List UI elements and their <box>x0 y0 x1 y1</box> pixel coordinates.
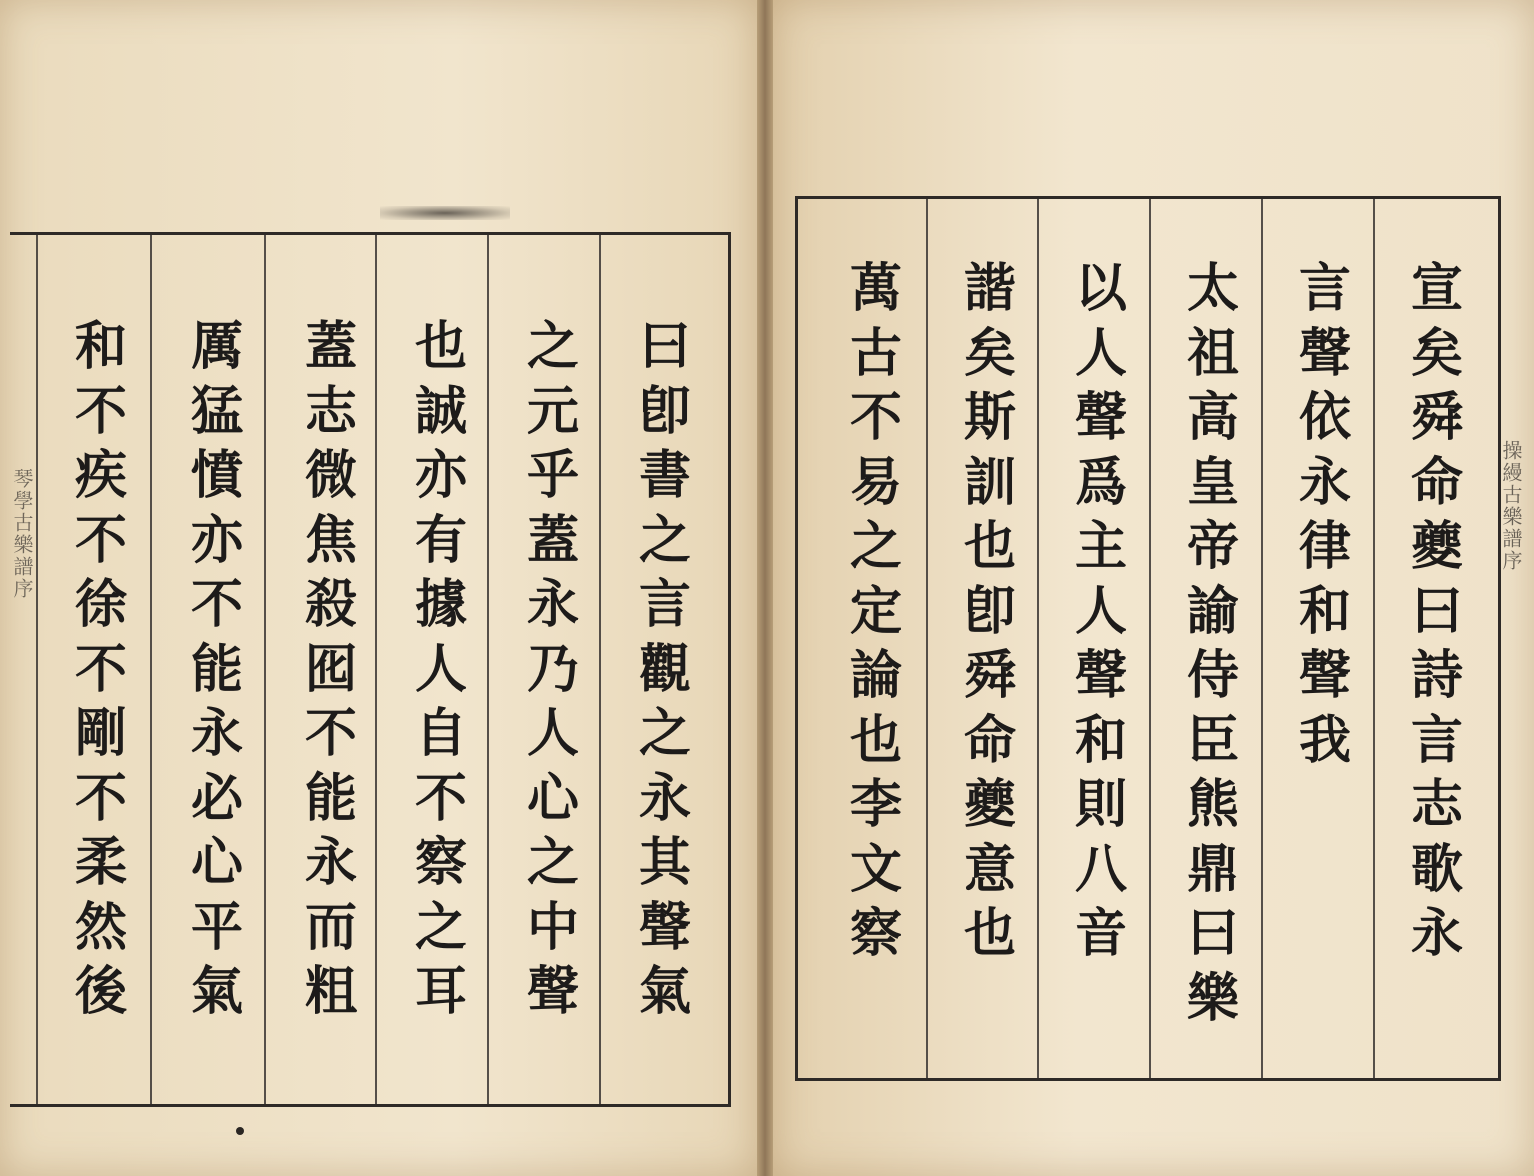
character: 徐 <box>74 574 127 635</box>
character: 志 <box>304 380 357 442</box>
character: 也 <box>849 709 902 771</box>
character: 人 <box>414 638 467 700</box>
character: 宣 <box>1410 258 1463 319</box>
character: 乎 <box>526 445 579 506</box>
character: 聲 <box>638 896 691 958</box>
text-column <box>162 235 272 1104</box>
character: 聲 <box>1298 645 1351 706</box>
character: 言 <box>1410 709 1463 771</box>
character: 觀 <box>638 638 691 700</box>
character: 主 <box>1074 516 1127 577</box>
character: 氣 <box>190 961 243 1022</box>
character: 平 <box>190 896 243 958</box>
character: 之 <box>638 703 691 764</box>
character: 易 <box>849 451 902 513</box>
character: 爲 <box>1074 451 1127 513</box>
character: 不 <box>74 509 127 571</box>
character: 不 <box>74 380 127 442</box>
character: 之 <box>526 832 579 893</box>
character: 樂 <box>1186 967 1239 1029</box>
character: 鼎 <box>1186 838 1239 900</box>
character: 之 <box>849 516 902 577</box>
character: 歌 <box>1410 838 1463 900</box>
character: 誠 <box>414 380 467 442</box>
text-column <box>46 235 156 1104</box>
character: 曰 <box>1186 903 1239 964</box>
character: 不 <box>304 703 357 764</box>
character: 焦 <box>304 509 357 571</box>
character: 不 <box>190 574 243 635</box>
character: 和 <box>1074 709 1127 771</box>
character: 律 <box>1298 516 1351 577</box>
text-column <box>820 199 932 1078</box>
character: 侍 <box>1186 645 1239 706</box>
character: 我 <box>1298 709 1351 771</box>
character: 察 <box>849 903 902 964</box>
margin-label: 琴學古樂譜序 <box>10 468 34 600</box>
character: 詩 <box>1410 645 1463 706</box>
character: 人 <box>1074 580 1127 642</box>
character: 永 <box>1410 903 1463 964</box>
character: 殺 <box>304 574 357 635</box>
character: 曰 <box>638 316 691 377</box>
margin-label: 操縵古樂譜序 <box>1499 440 1523 572</box>
character: 音 <box>1074 903 1127 964</box>
character: 舜 <box>1410 387 1463 448</box>
character: 自 <box>414 703 467 764</box>
character: 蓋 <box>304 316 357 377</box>
character: 萬 <box>849 258 902 319</box>
character: 也 <box>414 316 467 377</box>
character: 太 <box>1186 258 1239 319</box>
character: 言 <box>1298 258 1351 319</box>
character: 不 <box>74 767 127 829</box>
character: 心 <box>526 767 579 829</box>
character: 微 <box>304 445 357 506</box>
character: 和 <box>1298 580 1351 642</box>
character: 柔 <box>74 832 127 893</box>
character: 能 <box>190 638 243 700</box>
character: 祖 <box>1186 322 1239 384</box>
character: 能 <box>304 767 357 829</box>
character: 皇 <box>1186 451 1239 513</box>
character: 永 <box>190 703 243 764</box>
character: 也 <box>963 516 1016 577</box>
character: 心 <box>190 832 243 893</box>
character: 李 <box>849 774 902 835</box>
character: 聲 <box>1074 645 1127 706</box>
character: 亦 <box>190 509 243 571</box>
character: 書 <box>638 445 691 506</box>
character: 志 <box>1410 774 1463 835</box>
character: 卽 <box>638 380 691 442</box>
character: 氣 <box>638 961 691 1022</box>
character: 定 <box>849 580 902 642</box>
character: 舜 <box>963 645 1016 706</box>
character: 人 <box>526 703 579 764</box>
text-column <box>934 199 1046 1078</box>
character: 帝 <box>1186 516 1239 577</box>
character: 據 <box>414 574 467 635</box>
character: 卽 <box>963 580 1016 642</box>
text-column <box>386 235 496 1104</box>
character: 意 <box>963 838 1016 900</box>
character: 夔 <box>1410 516 1463 577</box>
character: 夔 <box>963 774 1016 835</box>
character: 永 <box>1298 451 1351 513</box>
character: 諭 <box>1186 580 1239 642</box>
character: 中 <box>526 896 579 958</box>
character: 必 <box>190 767 243 829</box>
character: 乃 <box>526 638 579 700</box>
character: 言 <box>638 574 691 635</box>
character: 憤 <box>190 445 243 506</box>
character: 聲 <box>1074 387 1127 448</box>
character: 而 <box>304 896 357 958</box>
character: 厲 <box>190 316 243 377</box>
character: 然 <box>74 896 127 958</box>
character: 有 <box>414 509 467 571</box>
character: 之 <box>526 316 579 377</box>
character: 則 <box>1074 774 1127 835</box>
character: 後 <box>74 961 127 1022</box>
character: 古 <box>849 322 902 384</box>
character: 和 <box>74 316 127 377</box>
character: 熊 <box>1186 774 1239 835</box>
character: 命 <box>1410 451 1463 513</box>
character: 論 <box>849 645 902 706</box>
character: 臣 <box>1186 709 1239 771</box>
character: 曰 <box>1410 580 1463 642</box>
text-column <box>1045 199 1157 1078</box>
text-column <box>610 235 720 1104</box>
text-column <box>1381 199 1493 1078</box>
character: 依 <box>1298 387 1351 448</box>
character: 以 <box>1074 258 1127 319</box>
character: 疾 <box>74 445 127 506</box>
character: 永 <box>304 832 357 893</box>
column-rule <box>36 235 38 1104</box>
left-page <box>0 0 757 1176</box>
character: 命 <box>963 709 1016 771</box>
book-gutter <box>757 0 773 1176</box>
character: 文 <box>849 838 902 900</box>
character: 訓 <box>963 451 1016 513</box>
character: 不 <box>849 387 902 448</box>
character: 其 <box>638 832 691 893</box>
character: 不 <box>74 638 127 700</box>
character: 永 <box>526 574 579 635</box>
character: 矣 <box>1410 322 1463 384</box>
character: 高 <box>1186 387 1239 448</box>
text-column <box>276 235 386 1104</box>
character: 囮 <box>304 638 357 700</box>
character: 人 <box>1074 322 1127 384</box>
character: 永 <box>638 767 691 829</box>
right-page <box>773 0 1534 1176</box>
character: 粗 <box>304 961 357 1022</box>
text-column <box>1157 199 1269 1078</box>
character: 剛 <box>74 703 127 764</box>
character: 察 <box>414 832 467 893</box>
character: 之 <box>638 509 691 571</box>
character: 元 <box>526 380 579 442</box>
right-text-frame <box>795 196 1501 1081</box>
ink-smudge <box>380 206 510 220</box>
character: 斯 <box>963 387 1016 448</box>
character: 耳 <box>414 961 467 1022</box>
character: 諧 <box>963 258 1016 319</box>
character: 之 <box>414 896 467 958</box>
text-column <box>1269 199 1381 1078</box>
character: 聲 <box>1298 322 1351 384</box>
character: 不 <box>414 767 467 829</box>
character: 蓋 <box>526 509 579 571</box>
character: 矣 <box>963 322 1016 384</box>
ink-dot <box>236 1127 244 1135</box>
character: 猛 <box>190 380 243 442</box>
left-text-frame <box>10 232 731 1107</box>
character: 也 <box>963 903 1016 964</box>
text-column <box>498 235 608 1104</box>
character: 八 <box>1074 838 1127 900</box>
character: 聲 <box>526 961 579 1022</box>
character: 亦 <box>414 445 467 506</box>
